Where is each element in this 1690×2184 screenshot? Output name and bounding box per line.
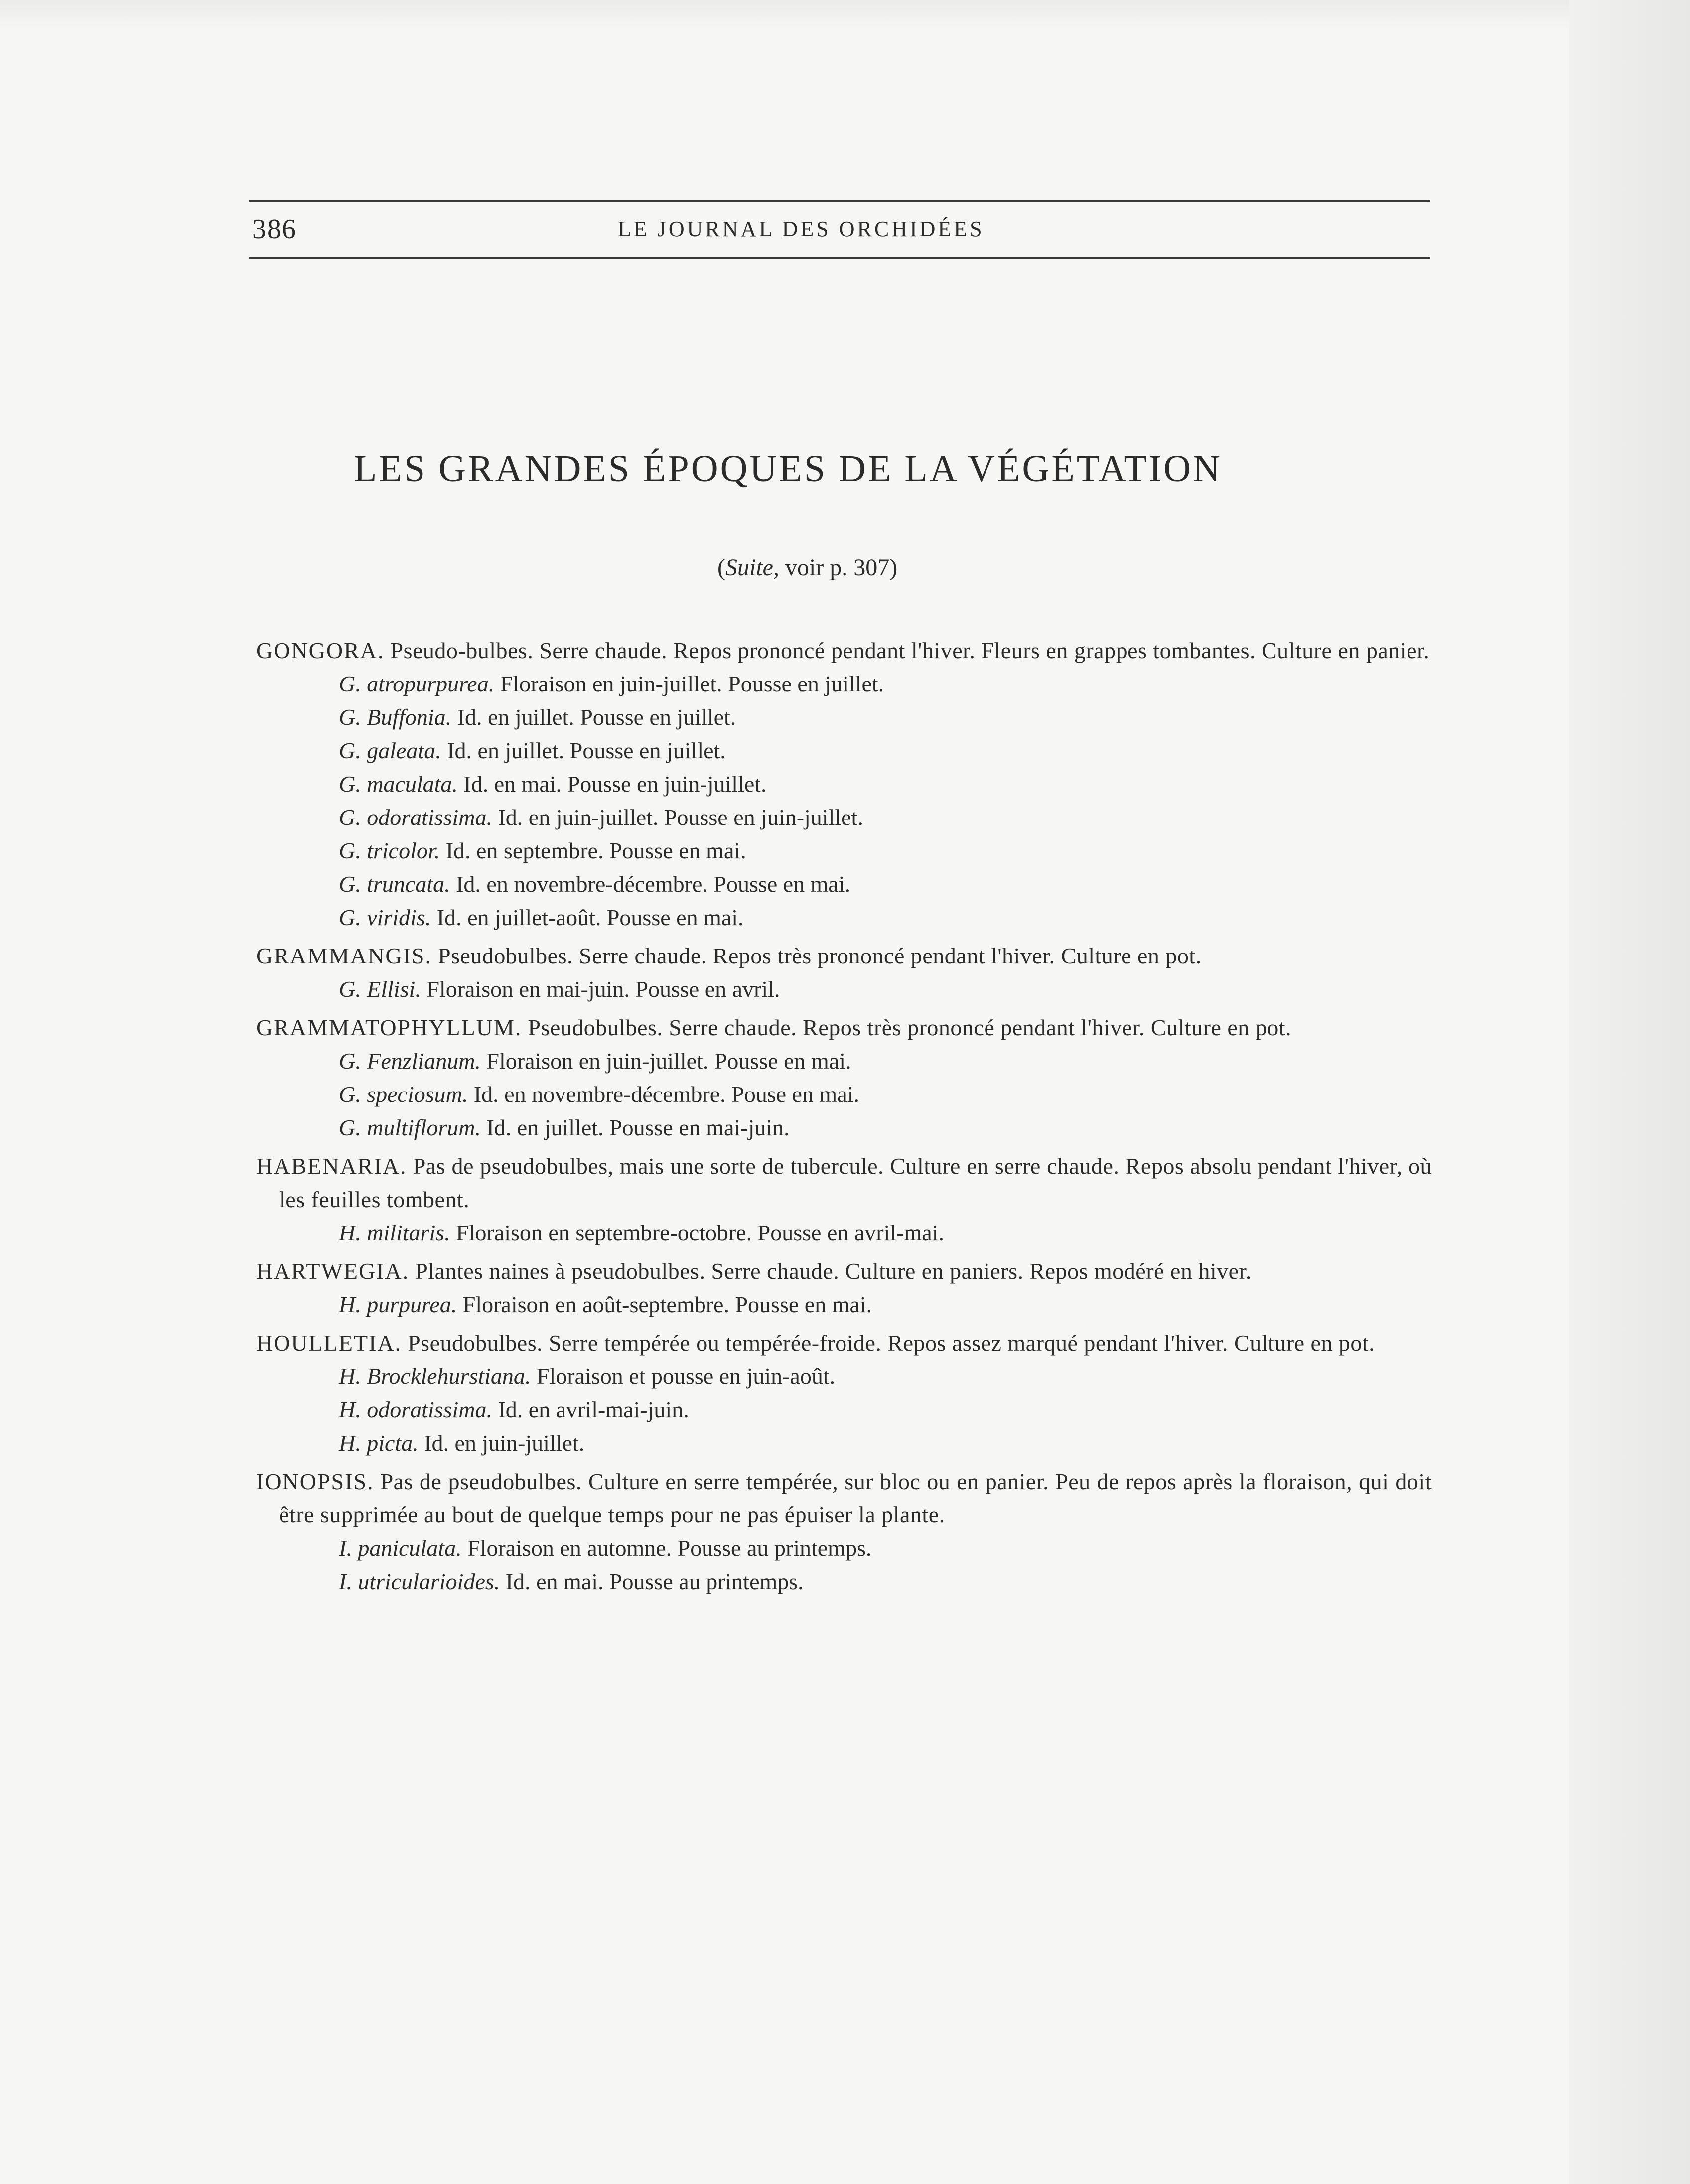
genus-text: Pas de pseudobulbes, mais une sorte de tubercule. Culture en serre chaude. Repos absolu pendant l'hiver, où les feuilles tombent. xyxy=(279,1153,1432,1212)
species-text: Floraison en août-septembre. Pousse en mai. xyxy=(457,1292,872,1317)
species-text: Floraison en septembre-octobre. Pousse en avril-mai. xyxy=(450,1220,944,1245)
species-text: Id. en juillet. Pousse en mai-juin. xyxy=(480,1115,790,1140)
species-name: G. atropurpurea. xyxy=(339,671,495,696)
genus-text: Pseudo-bulbes. Serre chaude. Repos prononcé pendant l'hiver. Fleurs en grappes tombantes. Culture en panier. xyxy=(384,638,1430,663)
genus-entry-grammangis xyxy=(256,939,1432,1006)
genus-description xyxy=(256,1326,1432,1360)
species-name: H. odoratissima. xyxy=(339,1397,492,1422)
genus-description xyxy=(256,1465,1432,1531)
genus-text: Plantes naines à pseudobulbes. Serre chaude. Culture en paniers. Repos modéré en hiver. xyxy=(409,1258,1252,1284)
species-name: I. utricularioides. xyxy=(339,1569,500,1594)
species-name: G. tricolor. xyxy=(339,838,440,863)
genus-entry-ionopsis xyxy=(256,1465,1432,1598)
species-line xyxy=(256,1216,1432,1249)
genus-description xyxy=(256,1011,1432,1044)
species-text: Id. en mai. Pousse au printemps. xyxy=(500,1569,804,1594)
species-text: Floraison en automne. Pousse au printemps. xyxy=(461,1535,872,1561)
species-text: Id. en avril-mai-juin. xyxy=(492,1397,689,1422)
species-text: Floraison en juin-juillet. Pousse en juillet. xyxy=(494,671,884,696)
genus-text: Pseudobulbes. Serre tempérée ou tempérée-froide. Repos assez marqué pendant l'hiver. Culture en pot. xyxy=(402,1330,1375,1356)
scan-right-shadow xyxy=(1569,0,1690,2184)
species-text: Floraison en juin-juillet. Pousse en mai. xyxy=(480,1048,851,1074)
species-line xyxy=(256,901,1432,934)
genus-description xyxy=(256,939,1432,972)
article-subtitle xyxy=(717,554,897,581)
species-text: Id. en mai. Pousse en juin-juillet. xyxy=(457,771,767,797)
genus-description xyxy=(256,634,1432,667)
species-name: G. viridis. xyxy=(339,905,431,930)
species-name: G. Ellisi. xyxy=(339,976,421,1002)
subtitle-open-paren: ( xyxy=(717,554,725,581)
species-line xyxy=(256,700,1432,734)
scan-top-shadow xyxy=(0,0,1690,30)
genus-name: IONOPSIS. xyxy=(256,1469,374,1494)
genus-entry-hartwegia xyxy=(256,1254,1432,1321)
species-line xyxy=(256,1393,1432,1426)
header-rule-bottom xyxy=(249,257,1430,259)
species-text: Floraison en mai-juin. Pousse en avril. xyxy=(421,976,780,1002)
subtitle-suite: Suite, xyxy=(725,554,779,581)
species-line xyxy=(256,1044,1432,1078)
header-rule-top xyxy=(249,200,1430,202)
species-line xyxy=(256,867,1432,901)
article-body xyxy=(256,634,1432,1603)
species-name: G. galeata. xyxy=(339,738,441,763)
genus-name: HARTWEGIA. xyxy=(256,1258,410,1284)
species-name: G. Fenzlianum. xyxy=(339,1048,481,1074)
species-line xyxy=(256,801,1432,834)
species-name: H. Brocklehurstiana. xyxy=(339,1364,531,1389)
species-name: G. multiflorum. xyxy=(339,1115,481,1140)
genus-name: GRAMMANGIS. xyxy=(256,943,432,968)
species-name: H. picta. xyxy=(339,1430,419,1456)
genus-entry-houlletia xyxy=(256,1326,1432,1460)
species-line xyxy=(256,1360,1432,1393)
genus-name: GRAMMATOPHYLLUM. xyxy=(256,1015,522,1040)
species-text: Id. en juin-juillet. xyxy=(418,1430,585,1456)
genus-text: Pseudobulbes. Serre chaude. Repos très prononcé pendant l'hiver. Culture en pot. xyxy=(522,1015,1292,1040)
species-name: G. truncata. xyxy=(339,871,450,897)
species-line xyxy=(256,834,1432,867)
species-line xyxy=(256,1565,1432,1598)
genus-description xyxy=(256,1149,1432,1216)
genus-name: GONGORA. xyxy=(256,638,385,663)
genus-entry-gongora xyxy=(256,634,1432,934)
subtitle-reference: voir p. 307) xyxy=(779,554,898,581)
species-text: Id. en juillet-août. Pousse en mai. xyxy=(431,905,744,930)
species-text: Floraison et pousse en juin-août. xyxy=(531,1364,836,1389)
species-text: Id. en juillet. Pousse en juillet. xyxy=(441,738,726,763)
species-line xyxy=(256,734,1432,767)
species-text: Id. en juillet. Pousse en juillet. xyxy=(451,704,736,730)
species-text: Id. en novembre-décembre. Pouse en mai. xyxy=(468,1082,859,1107)
genus-text: Pas de pseudobulbes. Culture en serre tempérée, sur bloc ou en panier. Peu de repos après la floraison, qui doit être supprimée au bout de quelque temps pour ne pas épuiser la plante. xyxy=(279,1469,1432,1527)
genus-text: Pseudobulbes. Serre chaude. Repos très prononcé pendant l'hiver. Culture en pot. xyxy=(431,943,1202,968)
species-line xyxy=(256,1111,1432,1144)
species-line xyxy=(256,667,1432,700)
species-text: Id. en septembre. Pousse en mai. xyxy=(440,838,746,863)
species-line xyxy=(256,1288,1432,1321)
running-head: LE JOURNAL DES ORCHIDÉES xyxy=(618,217,985,241)
page-number: 386 xyxy=(252,214,297,245)
species-line xyxy=(256,1531,1432,1565)
species-line xyxy=(256,972,1432,1006)
species-name: H. purpurea. xyxy=(339,1292,457,1317)
genus-entry-habenaria xyxy=(256,1149,1432,1249)
species-name: G. Buffonia. xyxy=(339,704,452,730)
species-text: Id. en novembre-décembre. Pousse en mai. xyxy=(450,871,851,897)
species-name: I. paniculata. xyxy=(339,1535,462,1561)
genus-name: HOULLETIA. xyxy=(256,1330,402,1356)
species-name: G. odoratissima. xyxy=(339,805,492,830)
species-line xyxy=(256,767,1432,801)
species-name: H. militaris. xyxy=(339,1220,450,1245)
species-text: Id. en juin-juillet. Pousse en juin-juillet. xyxy=(492,805,863,830)
genus-entry-grammatophyllum xyxy=(256,1011,1432,1144)
species-line xyxy=(256,1078,1432,1111)
species-name: G. speciosum. xyxy=(339,1082,468,1107)
genus-name: HABENARIA. xyxy=(256,1153,407,1179)
species-name: G. maculata. xyxy=(339,771,458,797)
genus-description xyxy=(256,1254,1432,1288)
article-title: LES GRANDES ÉPOQUES DE LA VÉGÉTATION xyxy=(354,448,1223,490)
species-line xyxy=(256,1426,1432,1460)
